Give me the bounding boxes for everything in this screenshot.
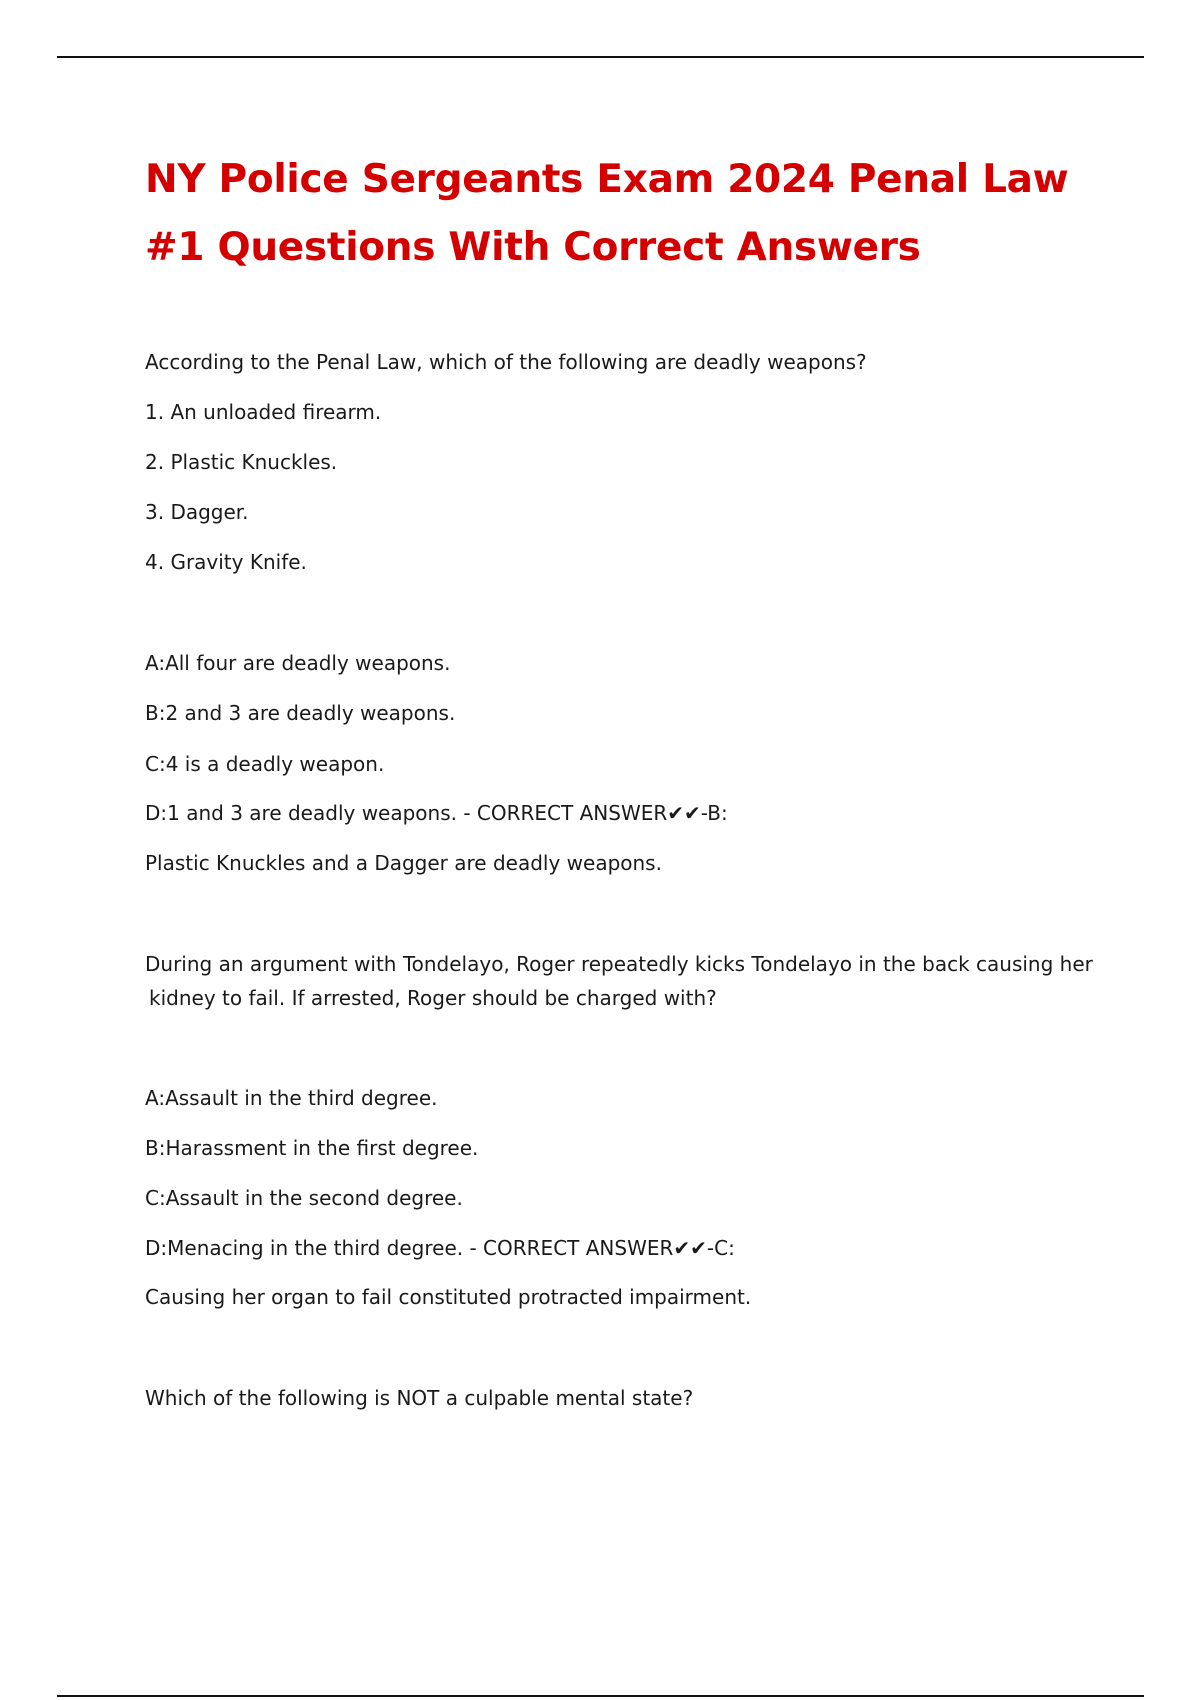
question-3-text: Which of the following is NOT a culpable mental state? [145,1386,694,1410]
question-2-option-d-answer: D:Menacing in the third degree. - CORRECT ANSWER✔✔-C: [145,1236,735,1260]
question-1-item-2: 2. Plastic Knuckles. [145,450,338,474]
question-1-item-3: 3. Dagger. [145,500,249,524]
question-2-text-line-2: kidney to fail. If arrested, Roger should be charged with? [149,986,717,1010]
question-1-option-a: A:All four are deadly weapons. [145,651,451,675]
question-2-option-c: C:Assault in the second degree. [145,1186,463,1210]
question-1-item-1: 1. An unloaded firearm. [145,400,382,424]
question-1-explanation: Plastic Knuckles and a Dagger are deadly weapons. [145,851,662,875]
question-1-option-b: B:2 and 3 are deadly weapons. [145,701,456,725]
question-1-item-4: 4. Gravity Knife. [145,550,307,574]
document-title: NY Police Sergeants Exam 2024 Penal Law #1 Questions With Correct Answers [145,157,1069,270]
question-2-explanation: Causing her organ to fail constituted protracted impairment. [145,1285,752,1309]
question-2-option-b: B:Harassment in the first degree. [145,1136,479,1160]
question-1-option-c: C:4 is a deadly weapon. [145,752,385,776]
question-2-option-a: A:Assault in the third degree. [145,1086,438,1110]
question-1-text: According to the Penal Law, which of the following are deadly weapons? [145,350,867,374]
top-rule [57,56,1144,58]
question-1-option-d-answer: D:1 and 3 are deadly weapons. - CORRECT ANSWER✔✔-B: [145,801,728,825]
bottom-rule [57,1695,1144,1697]
question-2-text-line-1: During an argument with Tondelayo, Roger repeatedly kicks Tondelayo in the back causing her [145,952,1093,976]
